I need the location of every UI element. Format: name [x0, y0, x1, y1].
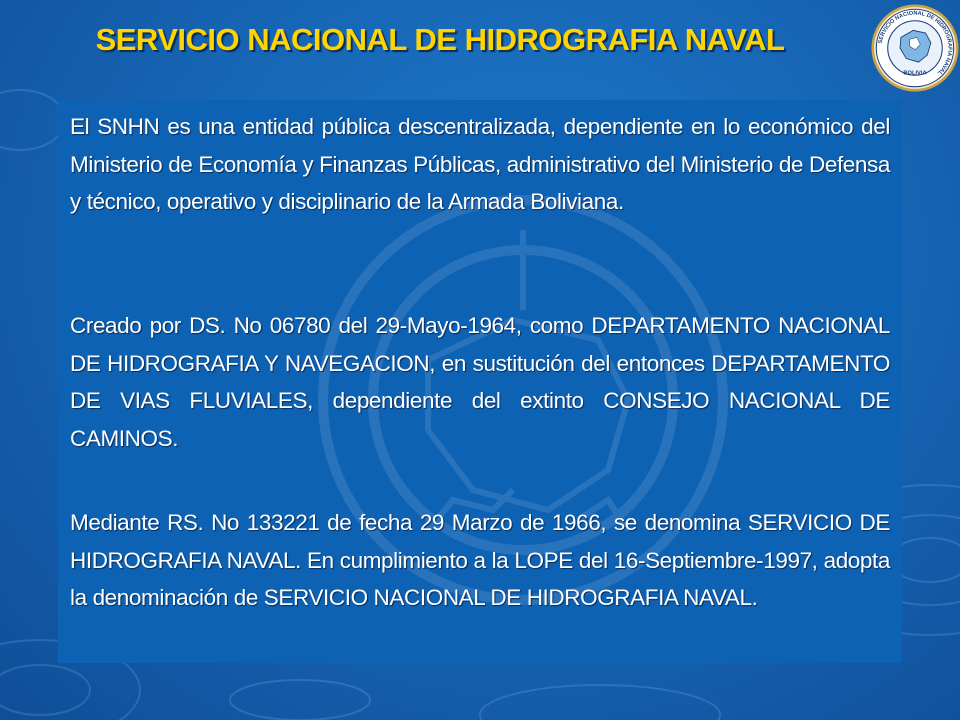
paragraph-entity-description: El SNHN es una entidad pública descentralizada, dependiente en lo económico del Ministerio de Economía y Finanzas Públicas, administrativo del Ministerio de Defensa y técnico, operativo y disciplinario de la Armada Boliviana. [70, 114, 890, 214]
paragraph-name-changes: Mediante RS. No 133221 de fecha 29 Marzo de 1966, se denomina SERVICIO DE HIDROGRAFIA NAVAL. En cumplimiento a la LOPE del 16-Septiembre-1997, adopta la denominación de SERVICIO NACIONAL DE HIDROGRAFIA NAVAL. [70, 510, 890, 610]
content-panel [58, 100, 902, 663]
paragraph-creation-history: Creado por DS. No 06780 del 29-Mayo-1964, como DEPARTAMENTO NACIONAL DE HIDROGRAFIA Y NAVEGACION, en sustitución del entonces DEPARTAMENTO DE VIAS FLUVIALES, dependiente del extinto CONSEJO NACIONAL DE CAMINOS. [70, 313, 890, 451]
seal-country-text: BOLIVIA [903, 70, 927, 77]
slide-title: SERVICIO NACIONAL DE HIDROGRAFIA NAVAL [95, 22, 785, 57]
snhn-seal-icon [871, 4, 959, 92]
seal-ring-text: SERVICIO NACIONAL DE HIDROGRAFIA NAVAL [877, 10, 953, 76]
